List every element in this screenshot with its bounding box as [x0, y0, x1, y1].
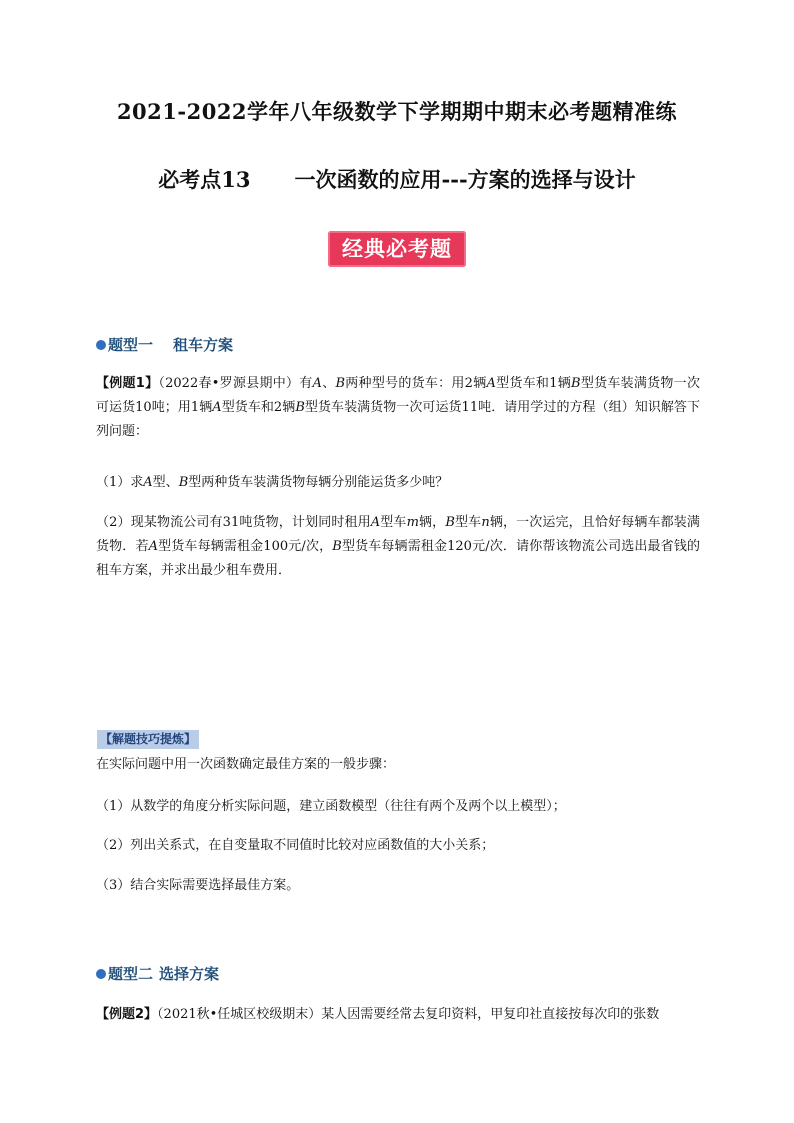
text-run: 型货车装满货物一次可运货10吨；用1辆	[96, 376, 700, 415]
question-2	[96, 511, 700, 583]
variable-m: m	[406, 515, 419, 530]
variable-b: B	[445, 515, 455, 530]
text-run: （1）求	[96, 475, 144, 490]
section-heading-2	[96, 963, 219, 984]
variable-b: B	[178, 475, 189, 490]
text-run: （2）现某物流公司有31吨货物，计划同时租用	[96, 515, 371, 530]
text-run: 型货车每辆需租金120元/次．请你帮该物流公司选出最省钱的租车方案，并求出最少租车费用．	[96, 539, 700, 578]
topic-title: 一次函数的应用---方案的选择与设计	[294, 167, 636, 192]
topic-number: 必考点13	[158, 167, 251, 192]
variable-b: B	[335, 376, 346, 391]
topic-heading	[0, 164, 794, 194]
tips-step: （1）从数学的角度分析实际问题，建立函数模型（往往有两个及两个以上模型）；	[96, 799, 566, 814]
text-run: 有	[299, 376, 313, 391]
section-heading-1	[96, 334, 233, 355]
section-title: 租车方案	[173, 336, 234, 354]
text-run: 型货车和2辆	[221, 400, 296, 415]
variable-n: n	[481, 515, 490, 530]
text-run: 型货车和1辆	[495, 376, 571, 391]
section-prefix: 题型二	[108, 965, 154, 983]
text-run: 型两种货车装满货物每辆分别能运货多少吨？	[188, 475, 449, 490]
section-prefix: 题型一	[108, 336, 154, 354]
variable-a: A	[212, 400, 222, 415]
text-run: 型货车每辆需租金100元/次，	[157, 539, 333, 554]
text-run: 型车	[380, 515, 407, 530]
text-run: 型货车装满货物一次可运货11吨．请用学过的方程（组）知识解答下列问题：	[96, 400, 700, 439]
section-title: 选择方案	[159, 965, 220, 983]
tips-intro: 在实际问题中用一次函数确定最佳方案的一般步骤：	[96, 757, 396, 772]
variable-a: A	[143, 475, 153, 490]
variable-b: B	[295, 400, 305, 415]
tips-tag: 【解题技巧提炼】	[97, 730, 199, 749]
example-2-text	[96, 1003, 702, 1027]
example-source: （2022春•罗源县期中）	[158, 376, 300, 391]
question-1	[96, 471, 700, 495]
variable-a: A	[370, 515, 381, 530]
text-run: 型、	[152, 475, 179, 490]
tips-step: （2）列出关系式，在自变量取不同值时比较对应函数值的大小关系；	[96, 838, 495, 853]
text-run: 辆，	[418, 515, 446, 530]
text-run: 型车	[454, 515, 482, 530]
variable-b: B	[571, 376, 581, 391]
bullet-dot-icon	[96, 969, 106, 979]
tips-step: （3）结合实际需要选择最佳方案。	[96, 878, 300, 893]
example-label: 【例题1】	[96, 376, 159, 391]
variable-a: A	[312, 376, 322, 391]
text-run: 辆，一次运完，且恰好每辆车都装满货物．若	[96, 515, 700, 554]
variable-a: A	[148, 539, 158, 554]
text-run: 两种型号的货车：用2辆	[345, 376, 487, 391]
example-label: 【例题2】	[96, 1007, 158, 1022]
text-run: （2021秋•任城区校级期末）某人因需要经常去复印资料，甲复印社直接按每次印的张数	[157, 1007, 660, 1022]
document-title: 2021-2022学年八年级数学下学期期中期末必考题精准练	[116, 99, 678, 124]
example-1-text	[96, 372, 700, 444]
variable-a: A	[486, 376, 496, 391]
variable-b: B	[332, 539, 342, 554]
classic-badge: 经典必考题	[328, 231, 466, 267]
text-run: 、	[321, 376, 336, 391]
bullet-dot-icon	[96, 340, 106, 350]
